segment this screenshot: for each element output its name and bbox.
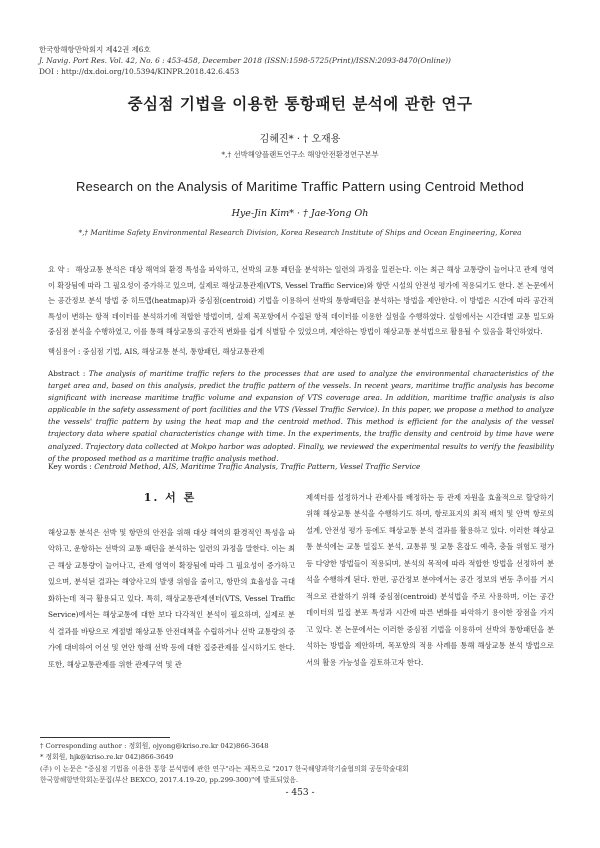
title-english: Research on the Analysis of Maritime Traffic Pattern using Centroid Method <box>75 179 525 194</box>
abstract-english-text: The analysis of maritime traffic refers to the processes that are used to analyze the environmental characteristics of the target area and, based on this analysis, predict the traffic pattern of the vessels. In recent years, maritime traffic analysis has become significant with increase maritime traffic volume and expansion of VTS coverage area. In addition, maritime traffic analysis is also applicable in the safety assessment of port facilities and the VTS (Vessel Traffic Service). In this paper, we propose a method to analyze the vessels' traffic pattern by using the heat map and the centroid method. This method is efficient for the analysis of the vessel trajectory data where spatial characteristics change with time. In the experiments, the traffic density and centroid by time have were analyzed. Trajectory data collected at Mokpo harbor was adopted. Finally, we reviewed the experimental results to verify the feasibility of the proposed method as a maritime traffic analysis method. <box>48 369 554 463</box>
footnote-coauthor: * 정회원, hjk@kriso.re.kr 042)866-3649 <box>40 753 174 762</box>
affiliation-korean: *,† 선박해양플랜트연구소 해양안전환경연구본부 <box>221 150 379 159</box>
page-number: - 453 - <box>285 788 315 798</box>
keywords-english <box>48 462 554 471</box>
body-column-left <box>48 525 295 673</box>
keywords-english-text: Centroid Method, AIS, Maritime Traffic Analysis, Traffic Pattern, Vessel Traffic Service <box>94 462 421 471</box>
authors-english: Hye-Jin Kim* · † Jae-Yong Oh <box>231 208 369 219</box>
keywords-korean <box>48 347 554 357</box>
footnotes <box>40 741 560 787</box>
title-korean: 중심점 기법을 이용한 통항패턴 분석에 관한 연구 <box>127 94 473 113</box>
doi-link[interactable]: DOI : http://dx.doi.org/10.5394/KINPR.2018.42.6.453 <box>39 67 240 76</box>
keywords-korean-label: 핵심용어 : <box>48 347 81 356</box>
abstract-english-label: Abstract : <box>48 369 86 378</box>
abstract-english <box>48 368 554 465</box>
footnote-note-line-1: (주) 이 논문은 "중심점 기법을 이용한 통항 분석법에 관한 연구"라는 제목으로 "2017 한국해양과학기술협의회 공동학술대회 <box>40 764 409 773</box>
keywords-korean-text: 중심점 기법, AIS, 해상교통 분석, 통항패턴, 해상교통관제 <box>82 347 265 356</box>
footnote-corresponding-author: † Corresponding author : 정회원, ojyong@kriso.re.kr 042)866-3648 <box>40 742 269 750</box>
journal-header <box>39 44 451 77</box>
authors-korean: 김혜진* · † 오재용 <box>259 134 341 145</box>
body-paragraph-right: 제섹터를 설정하거나 관제사를 배정하는 등 관제 자원을 효율적으로 할당하기 위해 해상교통 분석을 수행하기도 하며, 항로표지의 최적 배치 및 안벽 항로의 설계, 안전성 평가 등에도 해상교통 분석 결과를 활용하고 있다. 이러한 해상교통 분석에는 교통 밀집도 분석, 교통류 및 교통 혼잡도 예측, 충돌 위험도 평가 등 다양한 방법들이 적용되며, 분석의 목적에 따라 적합한 방법을 선정하여 분석을 수행하게 된다. 한편, 공간정보 분야에서는 공간 정보의 변동 추이를 거시적으로 관찰하기 위해 중심점(centroid) 분석법을 주로 사용하며, 이는 공간 데이터의 밀집 분포 특성과 시간에 따른 변화를 파악하기 용이한 장점을 가지고 있다. 본 논문에서는 이러한 중심점 기법을 이용하여 선박의 통항패턴을 분석하는 방법을 제안하며, 목포항의 적용 사례를 통해 해상교통 분석 방법으로서의 활용 가능성을 검토하고자 한다. <box>306 493 554 667</box>
footnote-divider <box>40 737 170 738</box>
abstract-korean-label: 요 약 : <box>48 265 70 274</box>
footnote-note-line-2: 한국항해항만학회논문집(부산 BEXCO, 2017.4.19-20, pp.299-300)"에 발표되었음. <box>40 776 298 785</box>
abstract-korean <box>48 262 554 340</box>
section-heading-introduction: 1. 서 론 <box>143 491 197 504</box>
body-column-right <box>306 490 554 671</box>
journal-citation: J. Navig. Port Res. Vol. 42, No. 6 : 453-458, December 2018 (ISSN:1598-5725(Print)/ISSN:2093-8470(Online)) <box>39 56 451 65</box>
affiliation-english: *,† Maritime Safety Environmental Research Division, Korea Research Institute of Ships and Ocean Engineering, Korea <box>78 228 522 237</box>
keywords-english-label: Key words : <box>48 462 92 471</box>
body-paragraph-left: 해상교통 분석은 선박 및 항만의 안전을 위해 대상 해역의 환경적인 특성을 파악하고, 운항하는 선박의 교통 패턴을 분석하는 일련의 과정을 말한다. 이는 최근 해상 교통량이 늘어나고, 관제 영역이 확장됨에 따라 그 필요성이 증가하고 있으며, 분석된 결과는 해양사고의 발생 위험을 줄이고, 항만의 효율성을 극대화하는데 적극 활용되고 있다. 특히, 해상교통관제센터(VTS, Vessel Traffic Service)에서는 해상교통에 대한 보다 다각적인 분석이 필요하며, 실제로 분석 결과를 바탕으로 계절별 해상교통 안전대책을 수립하거나 선박 교통량의 증가에 대비하여 어선 및 연안 항해 선박 등에 대한 집중관제를 실시하기도 한다. 또한, 해상교통관제를 위한 관제구역 및 관 <box>48 528 295 669</box>
journal-name-ko: 한국항해항만학회지 제42권 제6호 <box>39 45 151 54</box>
abstract-korean-text: 해상교통 분석은 대상 해역의 환경 특성을 파악하고, 선박의 교통 패턴을 분석하는 일련의 과정을 일컫는다. 이는 최근 해상 교통량이 늘어나고 관제 영역이 확장됨에 따라 그 필요성이 증가하고 있으며, 실제로 해상교통관제(VTS, Vessel Traffic Service)와 항만 시설의 안전성 평가에 적용되기도 한다. 본 논문에서는 공간정보 분석 방법 중 히트맵(heatmap)과 중심점(centroid) 기법을 이용하여 선박의 통항패턴을 분석하는 방법을 제안한다. 이 방법은 시간에 따라 공간적 특성이 변하는 항적 데이터를 분석하기에 적합한 방법이며, 실제 목포항에서 수집된 항적 데이터를 이용한 실험을 수행하였다. 실험에서는 시간대별 교통 밀도와 중심점 분석을 수행하였고, 이를 통해 해상교통의 공간적 변화를 쉽게 식별할 수 있었으며, 제안하는 방법이 해상교통 분석법으로 활용될 수 있음을 확인하였다. <box>48 265 554 337</box>
